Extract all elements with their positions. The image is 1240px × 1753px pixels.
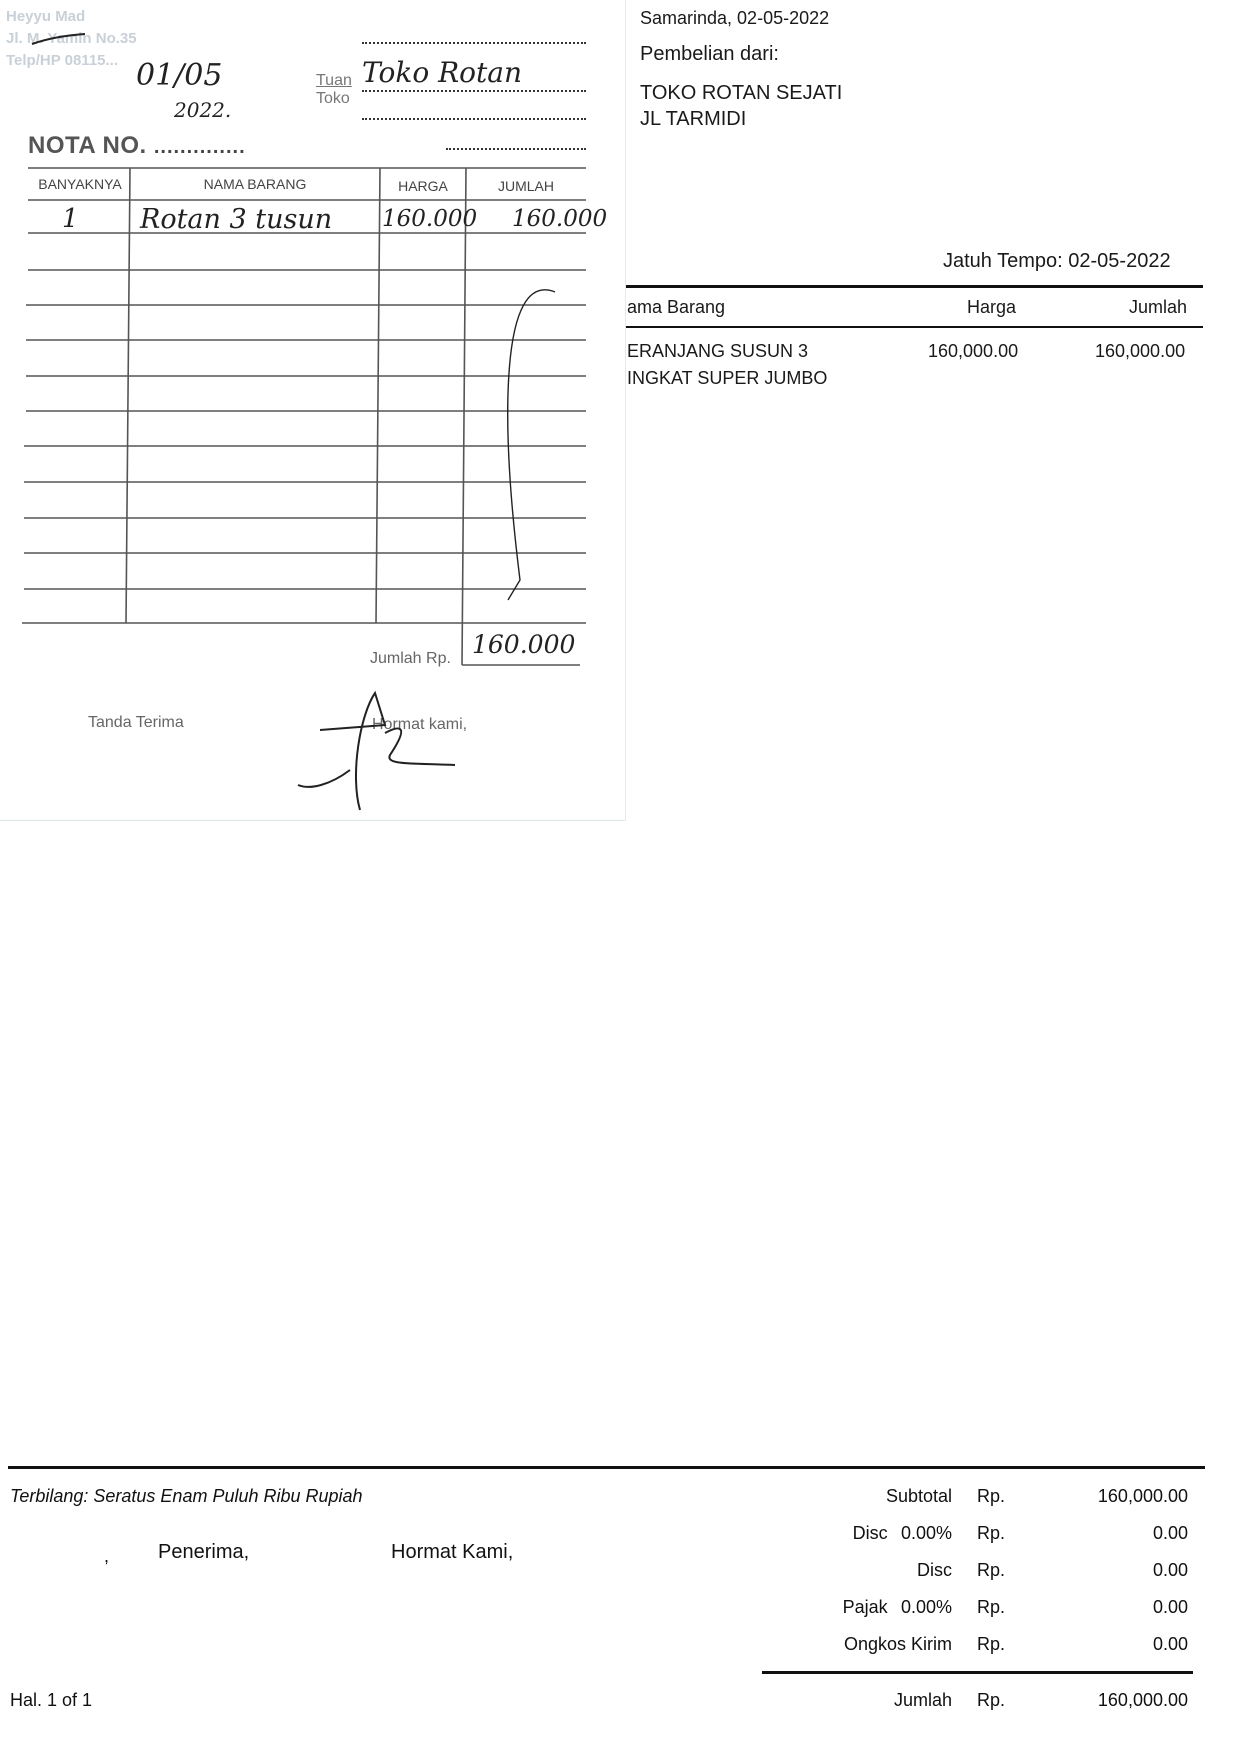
- page-number: Hal. 1 of 1: [10, 1690, 93, 1710]
- nota-dots: ..............: [153, 136, 246, 158]
- summary-row: [760, 1523, 952, 1544]
- due-date: Jatuh Tempo: 02-05-2022: [943, 250, 1171, 272]
- signature-icon: [290, 685, 480, 815]
- summary-row: [760, 1486, 952, 1507]
- col-header-item: ama Barang: [627, 297, 726, 317]
- supplier-address: JL TARMIDI: [640, 108, 747, 130]
- regards-label: Hormat Kami,: [391, 1541, 514, 1563]
- item-amount: 160,000.00: [1095, 341, 1186, 361]
- handwritten-date-day: 01/05: [136, 58, 223, 93]
- summary-row: [760, 1634, 952, 1655]
- faded-line: Heyyu Mad: [6, 8, 86, 25]
- spelled-total: Terbilang: Seratus Enam Puluh Ribu Rupiah: [10, 1486, 363, 1506]
- purchase-from-label: Pembelian dari:: [640, 43, 779, 65]
- stray-comma: ,: [104, 1546, 110, 1566]
- summary-currency: Rp.: [977, 1634, 1006, 1654]
- item-price: 160,000.00: [928, 341, 1019, 361]
- handwritten-amount: 160.000: [512, 206, 608, 232]
- faded-line: Telp/HP 08115...: [6, 52, 119, 69]
- summary-label: Disc: [917, 1560, 952, 1580]
- summary-currency: Rp.: [977, 1486, 1006, 1506]
- received-label: Tanda Terima: [88, 714, 184, 731]
- handwritten-qty: 1: [62, 204, 79, 234]
- supplier-name: TOKO ROTAN SEJATI: [640, 82, 843, 104]
- col-header-qty: BANYAKNYA: [38, 176, 122, 192]
- total-label: Jumlah: [893, 1690, 952, 1710]
- item-name-line: ERANJANG SUSUN 3: [627, 341, 809, 361]
- receiver-label: Penerima,: [158, 1541, 250, 1563]
- summary-label: Pajak: [842, 1597, 888, 1617]
- summary-value: 0.00: [1152, 1560, 1188, 1580]
- total-currency: Rp.: [977, 1690, 1006, 1710]
- to-label-tuan: Tuan: [316, 72, 352, 89]
- item-name: [627, 338, 827, 392]
- supplier-block: [640, 80, 842, 132]
- footer-top-rule: [8, 1466, 1205, 1469]
- col-header-price: Harga: [967, 297, 1017, 317]
- col-header-amount: Jumlah: [1129, 297, 1188, 317]
- total-value: 160,000.00: [1097, 1690, 1188, 1710]
- item-name-line: INGKAT SUPER JUMBO: [627, 368, 828, 388]
- handwritten-date-year: 2022.: [174, 98, 232, 122]
- summary-label: Ongkos Kirim: [843, 1634, 952, 1654]
- nota-label: NOTA NO.: [28, 132, 147, 159]
- summary-currency: Rp.: [977, 1597, 1006, 1617]
- summary-value: 0.00: [1152, 1634, 1188, 1654]
- summary-pct: 0.00%: [900, 1523, 952, 1543]
- summary-pct: 0.00%: [900, 1597, 952, 1617]
- handwritten-receipt: [0, 0, 626, 821]
- table-header-rule: [625, 326, 1203, 328]
- summary-currency: Rp.: [977, 1560, 1006, 1580]
- col-header-name: NAMA BARANG: [203, 176, 307, 192]
- handwritten-item: Rotan 3 tusun: [140, 204, 333, 235]
- summary-label: Disc: [852, 1523, 888, 1543]
- table-top-rule: [625, 285, 1203, 288]
- col-header-price: HARGA: [398, 178, 448, 194]
- summary-value: 0.00: [1152, 1523, 1188, 1543]
- receipt-regards-label: Hormat kami,: [372, 716, 468, 733]
- invoice-place-date: Samarinda, 02-05-2022: [640, 8, 830, 28]
- summary-label: Subtotal: [885, 1486, 952, 1506]
- handwritten-price: 160.000: [382, 206, 478, 232]
- to-label-toko: Toko: [316, 90, 350, 107]
- summary-value: 0.00: [1152, 1597, 1188, 1617]
- handwritten-total: 160.000: [472, 630, 576, 659]
- faded-line: Jl. M. Yamin No.35: [6, 30, 137, 47]
- total-rule: [762, 1671, 1193, 1674]
- total-row: [760, 1690, 952, 1711]
- summary-value: 160,000.00: [1097, 1486, 1188, 1506]
- receipt-total-label: Jumlah Rp.: [370, 650, 451, 667]
- col-header-amount: JUMLAH: [497, 178, 554, 194]
- summary-currency: Rp.: [977, 1523, 1006, 1543]
- summary-row: [760, 1560, 952, 1581]
- handwritten-recipient: Toko Rotan: [362, 56, 523, 89]
- summary-row: [760, 1597, 952, 1618]
